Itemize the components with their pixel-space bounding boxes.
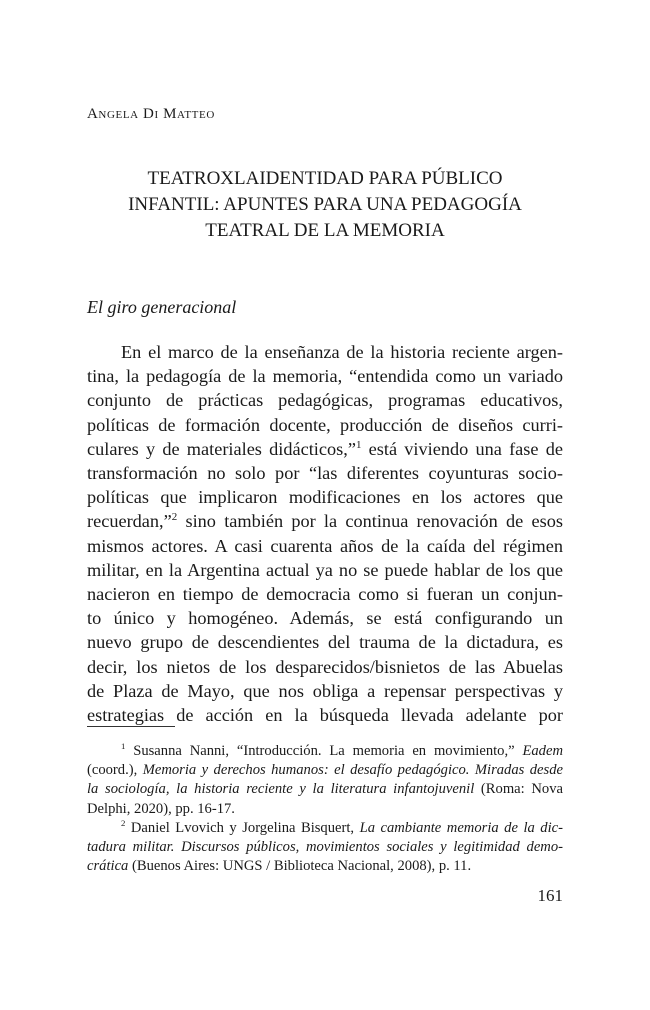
body-line: to único y homogéneo. Además, se está configurando un [87,608,563,629]
body-text [87,340,563,727]
footnote-1-line: Delphi, 2020), pp. 16-17. [87,800,235,817]
body-line: En el marco de la enseñanza de la historia reciente argen- [121,342,563,362]
body-line: nacieron en tiempo de democracia como si fueran un conjun- [87,584,563,605]
footnote-2-line: tadura militar. Discursos públicos, movimientos sociales y legitimidad demo- [87,839,563,856]
chapter-title-line: INFANTIL: APUNTES PARA UNA PEDAGOGÍA [128,194,522,215]
body-line: decir, los nietos de los desparecidos/bisnietos de las Abuelas [87,656,563,677]
chapter-title-line: TEATROXLAIDENTIDAD PARA PÚBLICO [147,168,503,189]
footnote-2-line: $^2$ Daniel Lvovich y Jorgelina Bisquert, La cambiante memoria de la dic- [121,817,563,836]
body-line: recuerdan,”$^2$ sino también por la continua renovación de esos [87,511,563,532]
footnote-2-mark: 2 [121,817,126,828]
body-line: militar, en la Argentina actual ya no se puede hablar de los que [87,559,563,580]
body-line: culares y de materiales didácticos,”$^1$ está viviendo una fase de [87,438,563,459]
footnote-separator [87,726,175,727]
footnote-1-line: (coord.), Memoria y derechos humanos: el desafío pedagógico. Miradas desde [87,762,563,779]
footnotes [87,742,563,876]
page-number: 161 [537,886,563,905]
footnote-1-mark: 1 [121,741,126,752]
body-line: mismos actores. A casi cuarenta años de la caída del régimen [87,535,563,556]
body-line: estrategias de acción en la búsqueda llevada adelante por [87,705,563,726]
chapter-title [87,166,563,244]
footnote-2-line: crática (Buenos Aires: UNGS / Biblioteca Nacional, 2008), p. 11. [87,858,472,875]
body-line: nuevo grupo de descendientes del trauma de la dictadura, es [87,632,563,653]
footnote-1-line: $^1$ Susanna Nanni, “Introducción. La memoria en movimiento,” Eadem [121,741,563,759]
body-line: de Plaza de Mayo, que nos obliga a repensar perspectivas y [87,680,563,701]
body-line: políticas que implicaron modificaciones en los actores que [87,487,563,508]
footnote-ref-2[interactable]: 2 [171,511,178,524]
body-line: tina, la pedagogía de la memoria, “entendida como un variado [87,366,563,387]
body-line: políticas de formación docente, producción de diseños curri- [87,414,563,435]
footnote-ref-1[interactable]: 1 [355,438,362,451]
body-line: transformación no solo por “las diferentes coyunturas socio- [87,463,563,484]
section-heading: El giro generacional [87,297,237,317]
footnote-1-line: la sociología, la historia reciente y la literatura infantojuvenil (Roma: Nova [87,781,563,798]
running-header-author: Angela Di Matteo [87,106,215,122]
body-line: conjunto de prácticas pedagógicas, programas educativos, [87,390,563,411]
chapter-title-line: TEATRAL DE LA MEMORIA [205,220,445,241]
